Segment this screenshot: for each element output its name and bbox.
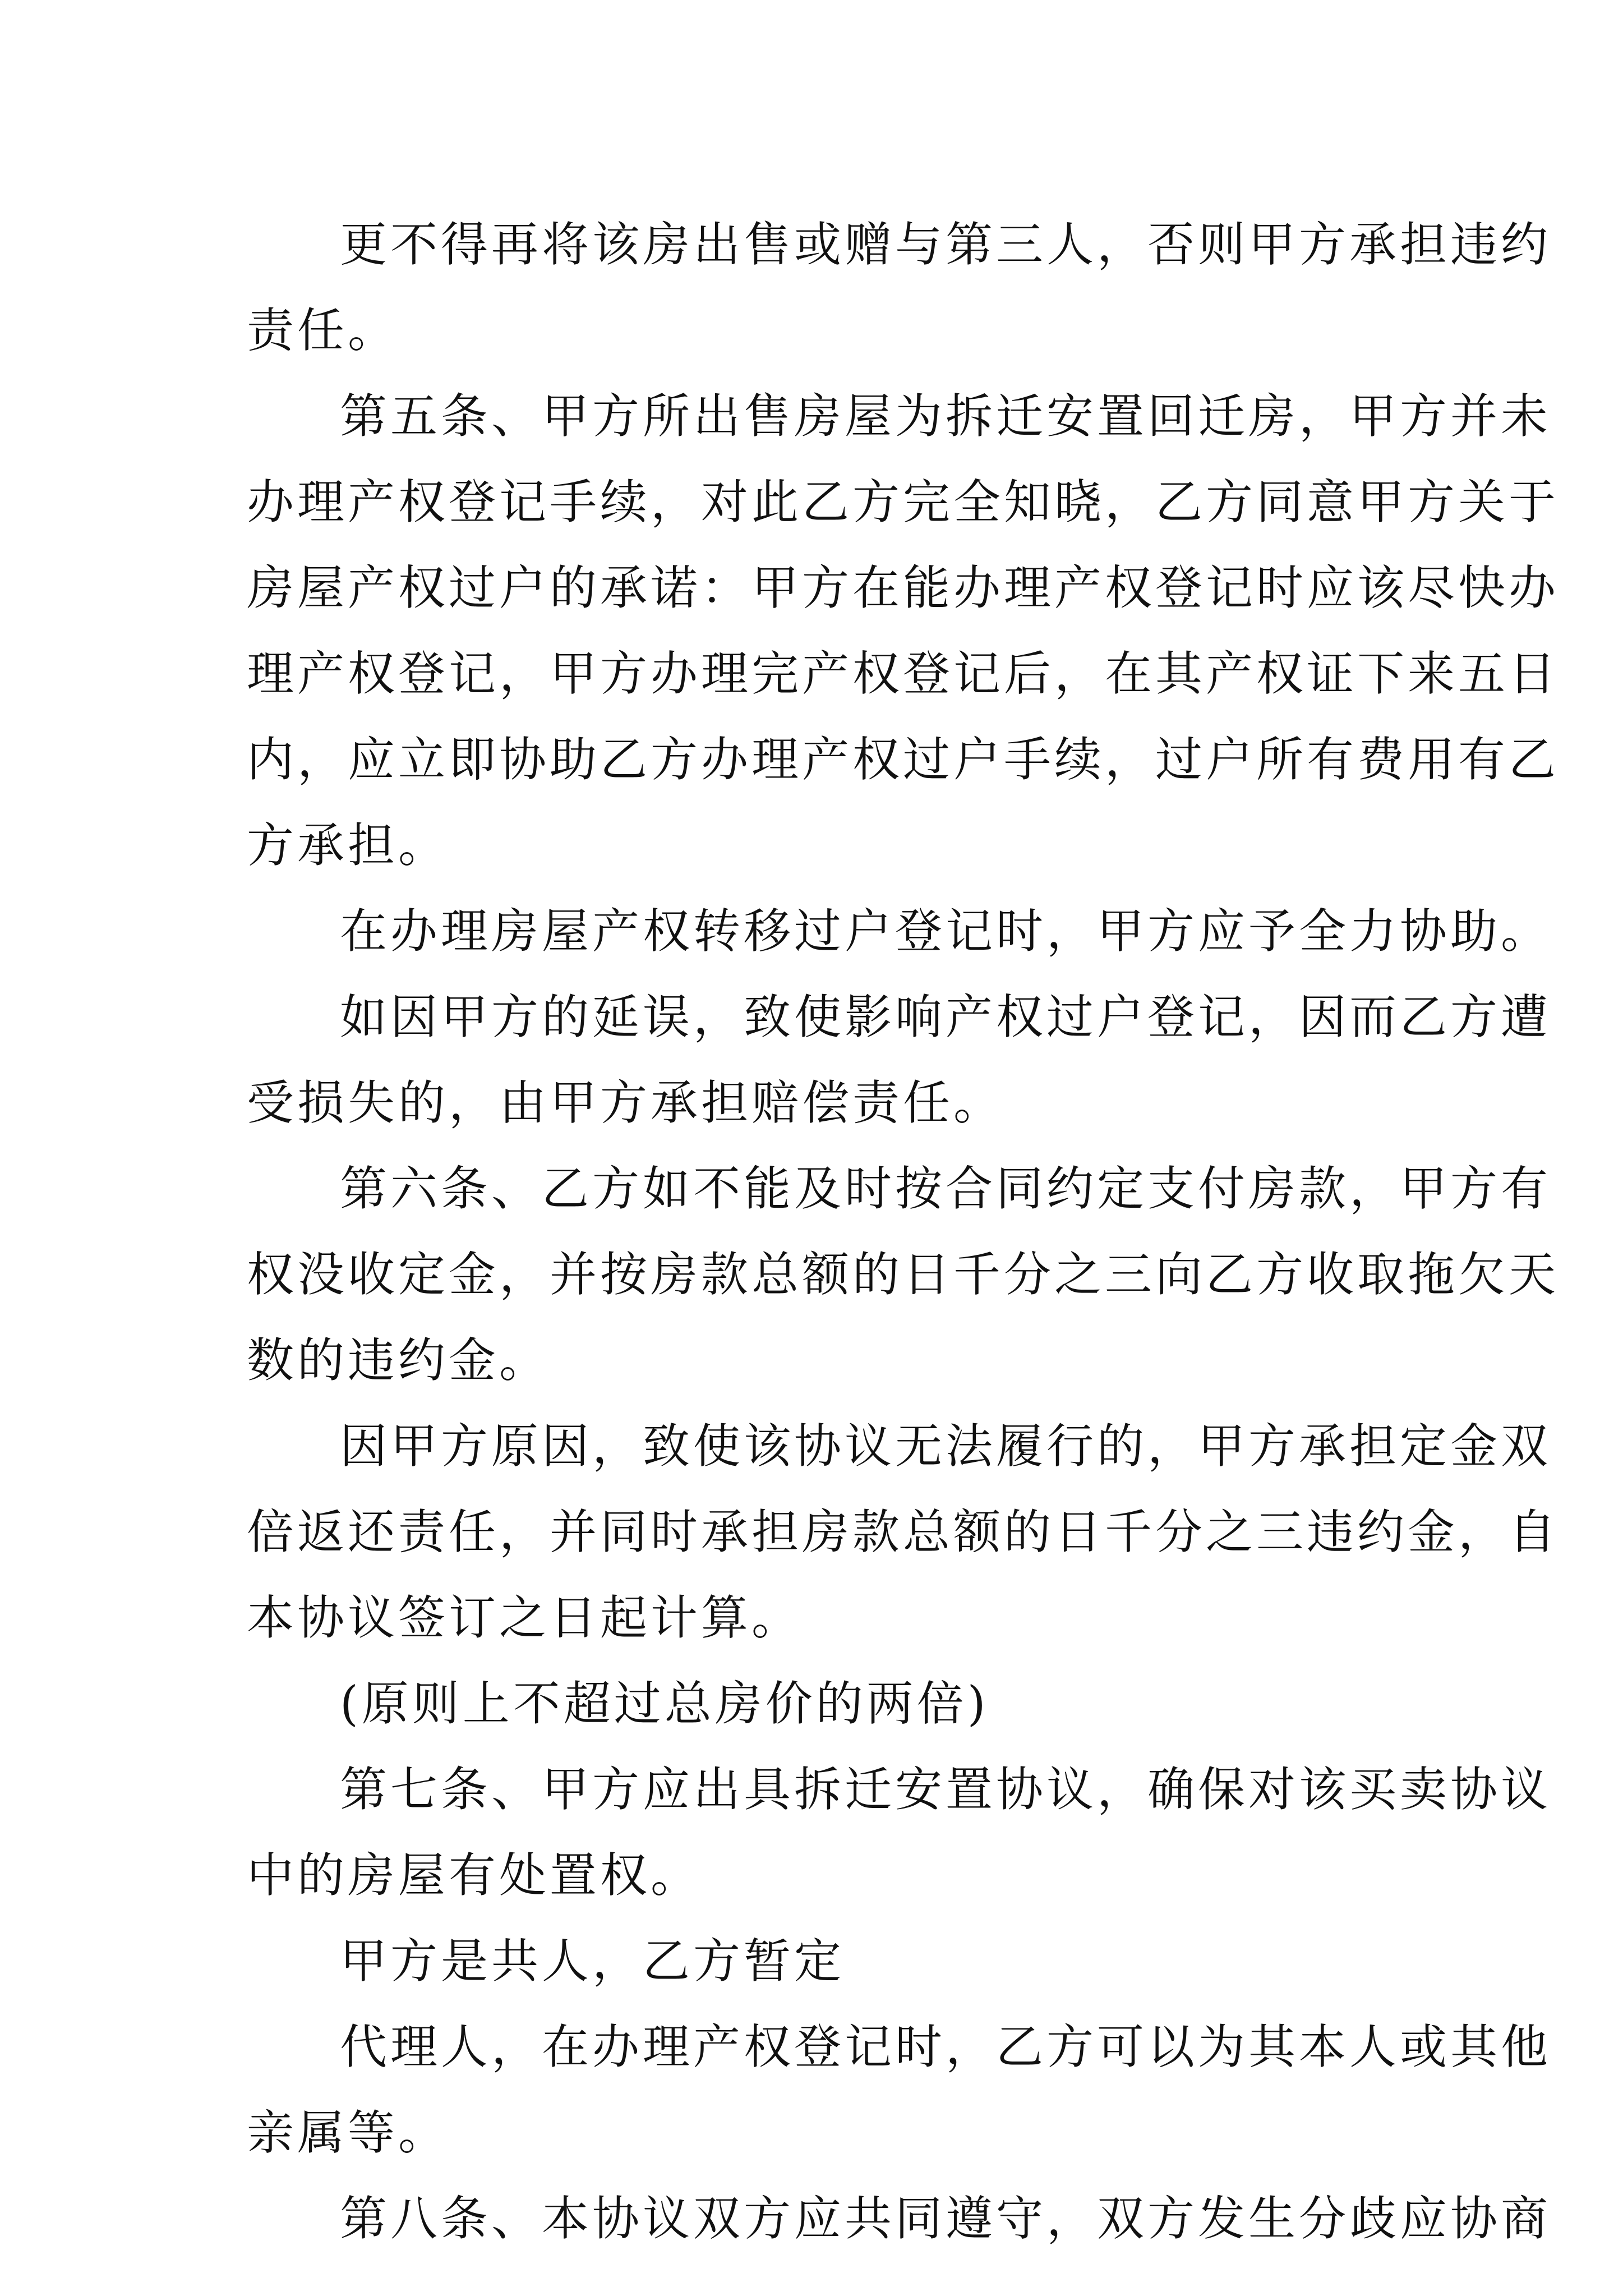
text-line: 房屋产权过户的承诺：甲方在能办理产权登记时应该尽快办 [247,560,1560,615]
text-line: 更不得再将该房出售或赠与第三人，否则甲方承担违约 [340,217,1552,272]
text-line: 理产权登记，甲方办理完产权登记后，在其产权证下来五日 [247,646,1560,701]
text-line: 办理产权登记手续，对此乙方完全知晓，乙方同意甲方关于 [247,475,1560,530]
text-line: 数的违约金。 [247,1333,550,1388]
text-line: 第五条、甲方所出售房屋为拆迁安置回迁房，甲方并未 [340,389,1552,444]
document-body [247,202,1560,2262]
text-line: 代理人，在办理产权登记时，乙方可以为其本人或其他 [340,2019,1552,2074]
text-line: 甲方是共人，乙方暂定 [340,1934,845,1989]
text-line: 方承担。 [247,818,449,873]
text-line: 亲属等。 [247,2105,449,2160]
text-line: 第六条、乙方如不能及时按合同约定支付房款，甲方有 [340,1161,1552,1216]
text-line: 因甲方原因，致使该协议无法履行的，甲方承担定金双 [340,1419,1552,1474]
text-line: 内，应立即协助乙方办理产权过户手续，过户所有费用有乙 [247,732,1560,787]
text-line: 本协议签订之日起计算。 [247,1590,803,1645]
text-line: 中的房屋有处置权。 [247,1848,702,1903]
text-line: (原则上不超过总房价的两倍) [340,1676,989,1731]
text-line: 在办理房屋产权转移过户登记时，甲方应予全力协助。 [340,904,1552,959]
text-line: 倍返还责任，并同时承担房款总额的日千分之三违约金，自 [247,1504,1560,1559]
text-line: 第八条、本协议双方应共同遵守，双方发生分歧应协商 [340,2191,1552,2246]
text-line: 权没收定金，并按房款总额的日千分之三向乙方收取拖欠天 [247,1247,1560,1302]
text-line: 受损失的，由甲方承担赔偿责任。 [247,1075,1004,1130]
text-line: 如因甲方的延误，致使影响产权过户登记，因而乙方遭 [340,990,1552,1045]
text-line: 责任。 [247,303,399,358]
text-line: 第七条、甲方应出具拆迁安置协议，确保对该买卖协议 [340,1762,1552,1817]
